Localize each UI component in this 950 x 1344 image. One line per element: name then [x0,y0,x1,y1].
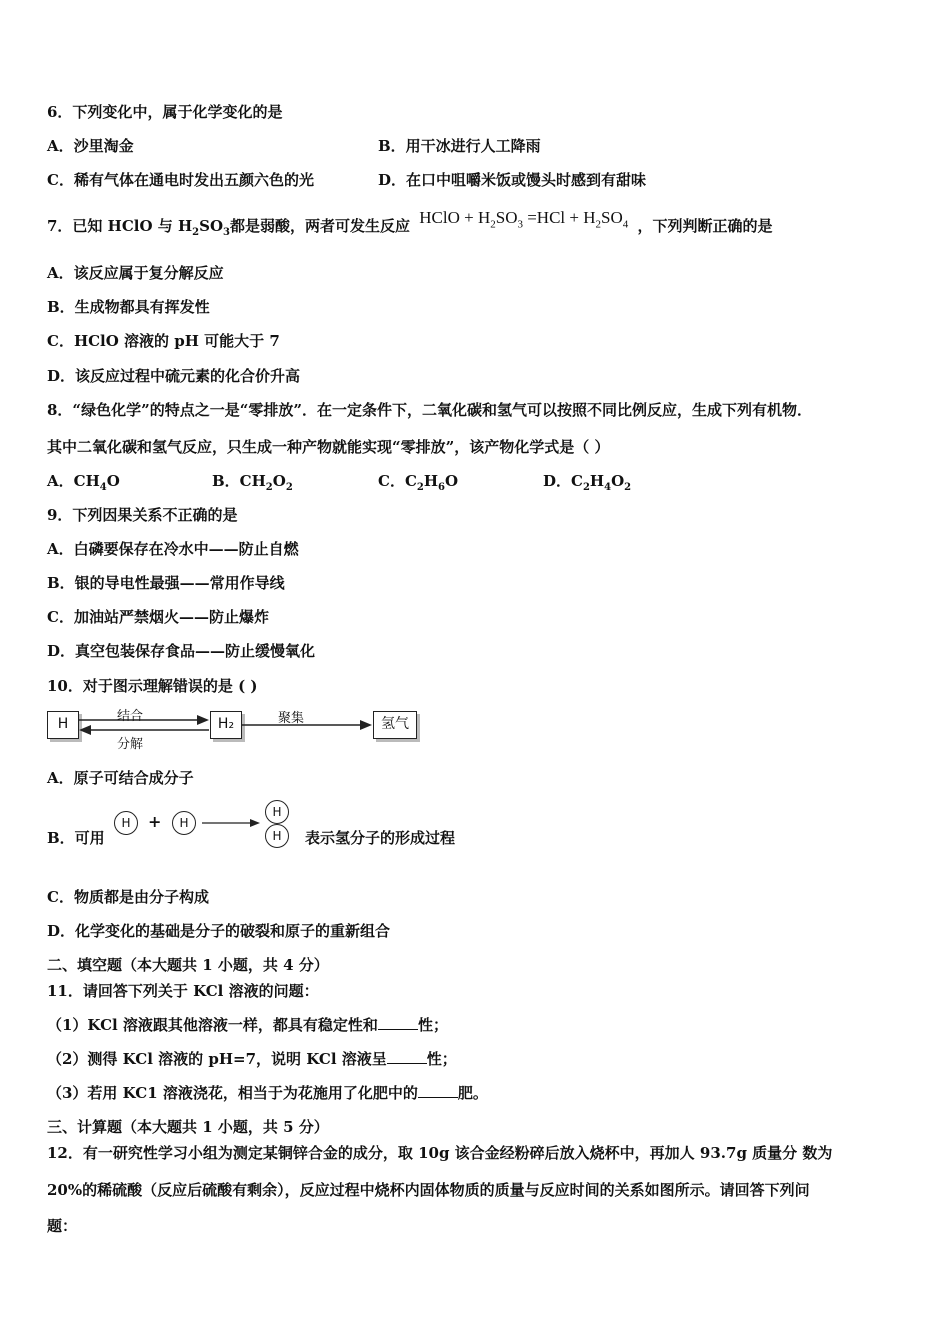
q6-option-d: D．在口中咀嚼米饭或馒头时感到有甜味 [378,171,647,189]
diagram-box-h: H [47,711,79,739]
q8-stem-line2: 其中二氧化碳和氢气反应，只生成一种产物就能实现“零排放”，该产物化学式是（ ） [47,438,610,456]
q10-option-c: C．物质都是由分子构成 [47,888,209,906]
diagram-box-hydrogen-gas: 氢气 [373,711,417,739]
q6-option-c: C．稀有气体在通电时发出五颜六色的光 [47,171,314,189]
q7-stem-mid: SO [199,217,224,235]
q10-stem: 10．对于图示理解错误的是 ( ) [47,677,258,695]
label-combine: 结合 [117,709,144,724]
hydrogen-atom-2: H [172,811,196,835]
q10-option-a: A．原子可结合成分子 [47,769,194,787]
plus-sign: + [148,812,162,831]
q6-option-a: A．沙里淘金 [47,137,134,155]
q11-part-3: （3）若用 KC1 溶液浇花，相当于为花施用了化肥中的 肥。 [47,1084,488,1102]
label-decompose: 分解 [117,737,144,752]
q7-stem-pre: 7．已知 HClO 与 H [47,217,193,235]
q12-line-1: 12．有一研究性学习小组为测定某铜锌合金的成分，取 10g 该合金经粉碎后放入烧杯中，再加人 93.7g 质量分 数为 [47,1144,833,1162]
q9-option-a: A．白磷要保存在冷水中——防止自燃 [47,540,299,558]
molecule-atom-top: H [265,800,289,824]
diagram-arrows [45,705,425,750]
q8-option-d: D．$C_2H_4O_2$ [543,472,632,493]
q10-option-b-pre: B．可用 [47,829,105,847]
q6-option-b: B．用干冰进行人工降雨 [378,137,541,155]
label-gather: 聚集 [278,711,305,726]
arrow-combine-head [197,715,209,725]
q9-option-d: D．真空包装保存食品——防止缓慢氧化 [47,642,316,660]
answer-blank-1[interactable] [378,1015,418,1030]
section-3-title: 三、计算题（本大题共 1 小题，共 5 分） [47,1118,329,1136]
q8-option-c: C．$C_2H_6O$ [378,472,459,493]
q9-stem: 9．下列因果关系不正确的是 [47,506,238,524]
q7-option-d: D．该反应过程中硫元素的化合价升高 [47,367,301,385]
q8-option-a: A．$CH_4O$ [47,472,120,493]
q8-option-b: B．$CH_2O_2$ [212,472,293,493]
q7-stem-sub2: 3 [223,227,230,238]
q7-option-a: A．该反应属于复分解反应 [47,264,224,282]
q10-option-d: D．化学变化的基础是分子的破裂和原子的重新组合 [47,922,391,940]
q9-option-b: B．银的导电性最强——常用作导线 [47,574,285,592]
q8-stem-line1: 8．“绿色化学”的特点之一是“零排放”．在一定条件下，二氧化碳和氢气可以按照不同比例反应，生成下列有机物． [47,401,812,419]
q10-option-b-post: 表示氢分子的形成过程 [305,829,456,847]
molecule-atom-bottom: H [265,824,289,848]
q11-part-1: （1）KCl 溶液跟其他溶液一样，都具有稳定性和 性； [47,1016,448,1034]
q7-option-b: B．生成物都具有挥发性 [47,298,210,316]
formation-arrow [202,815,262,831]
q6-stem: 6．下列变化中，属于化学变化的是 [47,103,283,121]
diagram-box-h2: H₂ [210,711,242,739]
q7-stem-end: ，下列判断正确的是 [637,217,773,235]
arrow-gather-head [360,720,372,730]
q7-stem [47,208,773,238]
q7-equation: HClO + $H_2SO_3 =HCl + H_2SO_4$ [419,208,629,231]
q7-stem-post: 都是弱酸，两者可发生反应 [230,217,411,235]
q7-option-c: C．HClO 溶液的 pH 可能大于 7 [47,332,280,350]
q11-part-2: （2）测得 KCl 溶液的 pH=7，说明 KCl 溶液呈 性； [47,1050,457,1068]
section-2-title: 二、填空题（本大题共 1 小题，共 4 分） [47,956,329,974]
q12-line-3: 题： [47,1217,78,1235]
q9-option-c: C．加油站严禁烟火——防止爆炸 [47,608,269,626]
answer-blank-2[interactable] [387,1049,427,1064]
arrow-decompose-head [79,725,91,735]
hydrogen-atom-1: H [114,811,138,835]
q12-line-2: 20%的稀硫酸（反应后硫酸有剩余），反应过程中烧杯内固体物质的质量与反应时间的关系如图所示。请回答下列问 [47,1181,810,1199]
answer-blank-3[interactable] [418,1083,458,1098]
q10-diagram [45,705,425,750]
q10-option-b-diagram [112,800,302,860]
q7-stem-sub: 2 [192,227,200,238]
q11-stem: 11．请回答下列关于 KCl 溶液的问题： [47,982,319,1000]
